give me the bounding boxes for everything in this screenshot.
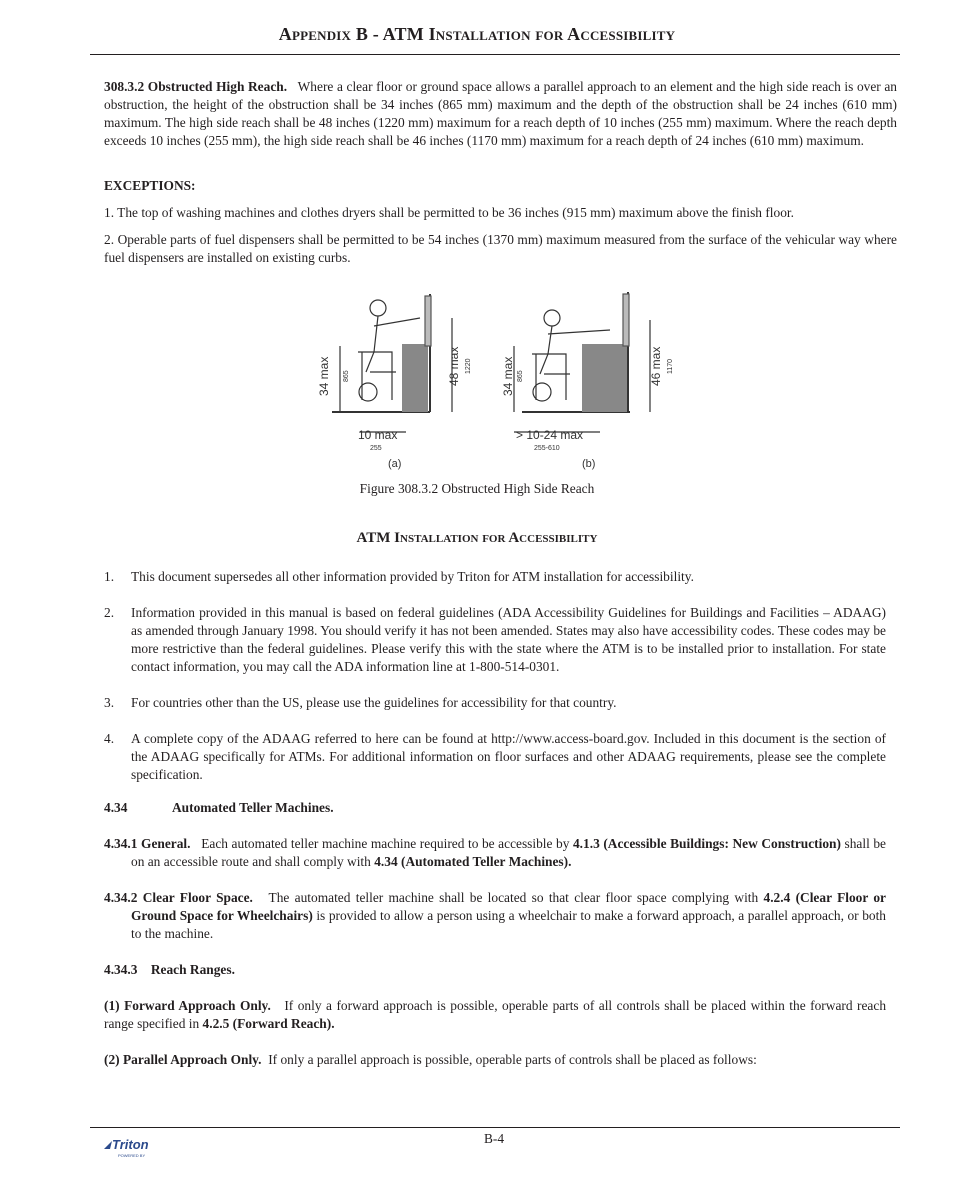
- page-header-title: Appendix B - ATM Installation for Accessibility: [278, 24, 676, 44]
- atm-list-text: Information provided in this manual is based on federal guidelines (ADA Accessibility Guidelines for Buildings and Facilities – ADAAG) as amended through January 1998. You should verify it has not been amended. States may also have accessibility codes. These codes may be more restrictive than the federal guidelines. Please verify this with the state where the ATM is to be installed prior to installation. For state contact information, you may call the ADA information line at 1-800-514-0301.: [131, 605, 886, 674]
- section-4-34-2-text: The automated teller machine shall be located so that clear floor space complying with: [268, 890, 764, 905]
- section-4-34-1-text: Each automated teller machine machine required to be accessible by: [201, 836, 573, 851]
- section-4-34-1-head: 4.34.1 General.: [104, 836, 191, 851]
- fig-a-depth-mm: 255: [370, 445, 382, 452]
- ref-4-2-4: 4.2.4 (Clear Floor or Ground Space for Wheelchairs): [131, 890, 886, 923]
- logo-wordmark: Triton: [112, 1137, 149, 1152]
- fig-b-tag: (b): [582, 458, 596, 470]
- atm-list-num: 1.: [104, 569, 115, 584]
- section-4-34-1: [104, 835, 886, 871]
- header-rule: [90, 54, 900, 55]
- fig-a-reach-mm: 1220: [465, 358, 472, 374]
- section-4-34-2: [104, 889, 886, 943]
- forward-approach-paragraph: [104, 997, 886, 1033]
- ref-4-1-3: 4.1.3 (Accessible Buildings: New Construction): [572, 836, 841, 851]
- atm-list-text: A complete copy of the ADAAG referred to here can be found at http://www.access-board.gov. Included in this document is the section of the ADAAG specifically for ATMs. For additional information on floor surfaces and other ADAAG requirements, please see the complete specification.: [131, 731, 886, 782]
- section-308-3-2: [104, 78, 897, 150]
- atm-list-item-3: [104, 694, 886, 712]
- forward-approach-text: If only a forward approach is possible, operable parts of all controls shall be placed within the forward reach range specified in: [104, 998, 887, 1031]
- fig-a-height-label: 34 max: [317, 356, 331, 396]
- atm-list-text: For countries other than the US, please use the guidelines for accessibility for that country.: [131, 695, 617, 710]
- footer-rule: [90, 1127, 900, 1128]
- fig-a-tag: (a): [388, 458, 402, 470]
- atm-list-item-1: [104, 568, 886, 586]
- fig-a-height-mm: 865: [343, 370, 350, 382]
- fig-a-depth-label: 10 max: [358, 428, 398, 442]
- section-4-34-num: 4.34: [104, 800, 128, 815]
- fig-b-depth-mm: 255-610: [534, 445, 560, 452]
- atm-section-heading: ATM Installation for Accessibility: [356, 530, 598, 546]
- forward-approach-head: (1) Forward Approach Only.: [104, 998, 271, 1013]
- atm-list-item-2: [104, 604, 886, 676]
- figure-caption: Figure 308.3.2 Obstructed High Side Reach: [359, 481, 595, 496]
- atm-list-text: This document supersedes all other information provided by Triton for ATM installation for accessibility.: [131, 569, 694, 584]
- obstructed-high-reach-figure: [270, 282, 720, 474]
- section-4-34-1-text-2: shall be on an accessible route and shall comply with: [131, 836, 887, 869]
- section-308-heading: 308.3.2 Obstructed High Reach.: [104, 79, 288, 94]
- exception-item-1: 1. The top of washing machines and clothes dryers shall be permitted to be 36 inches (915 mm) maximum above the finish floor.: [104, 205, 794, 220]
- section-308-text: Where a clear floor or ground space allows a parallel approach to an element and the high side reach is over an obstruction, the height of the obstruction shall be 34 inches (865 mm) maximum and the depth of the obstruction shall be 24 inches (610 mm) maximum. The high side reach shall be 48 inches (1220 mm) maximum for a reach depth of 10 inches (255 mm) maximum. Where the reach depth exceeds 10 inches (255 mm), the high side reach shall be 46 inches (1170 mm) maximum for a reach depth of 24 inches (610 mm) maximum.: [104, 79, 898, 148]
- section-4-34-2-head: 4.34.2 Clear Floor Space.: [104, 890, 253, 905]
- section-4-34-2-text-2: is provided to allow a person using a wheelchair to make a forward approach, a parallel approach, or both to the machine.: [131, 908, 887, 941]
- logo-subtext: POWERED BY: [118, 1153, 146, 1158]
- parallel-approach-head: (2) Parallel Approach Only.: [104, 1052, 262, 1067]
- triton-logo: [102, 1135, 168, 1161]
- atm-list-num: 3.: [104, 695, 115, 710]
- page-number: B-4: [484, 1131, 505, 1146]
- fig-a-reach-label: 48 max: [447, 346, 461, 386]
- exceptions-heading: EXCEPTIONS:: [104, 178, 196, 193]
- atm-list-item-4: [104, 730, 886, 784]
- ref-4-2-5: 4.2.5 (Forward Reach).: [202, 1016, 335, 1031]
- section-4-34-title: Automated Teller Machines.: [172, 800, 334, 815]
- parallel-approach-text: If only a parallel approach is possible, operable parts of controls shall be placed as follows:: [268, 1052, 757, 1067]
- fig-b-reach-mm: 1170: [667, 358, 674, 374]
- fig-b-height-label: 34 max: [501, 356, 515, 396]
- atm-list-num: 4.: [104, 731, 115, 746]
- fig-b-height-mm: 865: [517, 370, 524, 382]
- exception-item-2: 2. Operable parts of fuel dispensers shall be permitted to be 54 inches (1370 mm) maximum measured from the surface of the vehicular way where fuel dispensers are installed on existing curbs.: [104, 232, 897, 265]
- fig-b-reach-label: 46 max: [649, 346, 663, 386]
- section-4-34-3-head: 4.34.3 Reach Ranges.: [104, 962, 235, 977]
- atm-list-num: 2.: [104, 605, 115, 620]
- ref-4-34: 4.34 (Automated Teller Machines).: [374, 854, 572, 869]
- fig-b-depth-label: > 10-24 max: [516, 428, 584, 442]
- parallel-approach-paragraph: [104, 1051, 886, 1069]
